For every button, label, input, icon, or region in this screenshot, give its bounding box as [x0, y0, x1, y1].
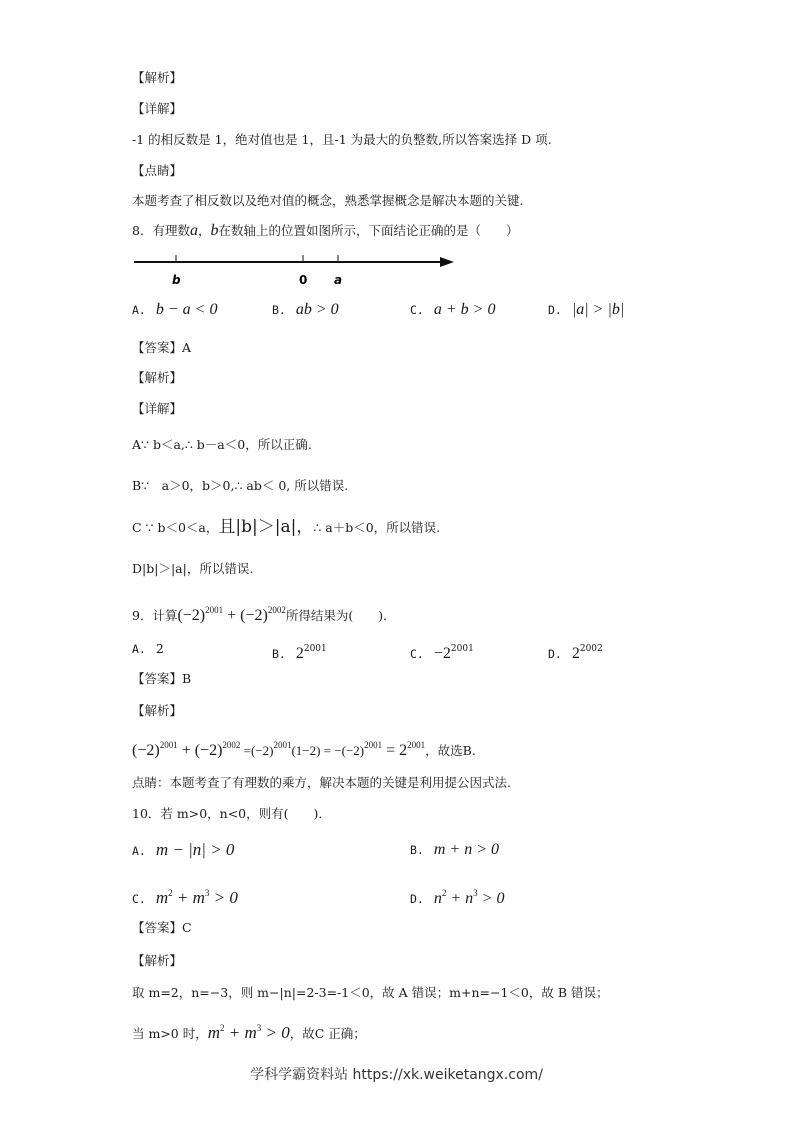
q8-detail-d: D|b|＞|a|，所以错误. [132, 561, 254, 576]
q10-answer: 【答案】C [132, 920, 192, 935]
q7-detail-text: -1 的相反数是 1，绝对值也是 1，且-1 为最大的负整数,所以答案选择 D 项. [132, 132, 552, 147]
q10-option-b: B. m + n > 0 [410, 841, 500, 858]
q9-comment: 点睛：本题考查了有理数的乘方，解决本题的关键是利用提公因式法. [132, 775, 511, 790]
q7-detail-heading: 【详解】 [132, 101, 183, 116]
label-zero: 0 [299, 273, 308, 287]
q10-option-d: D. $n^2 + n^3 > 0$ [410, 888, 505, 907]
q9-answer: 【答案】B [132, 671, 192, 686]
q8-answer: 【答案】A [132, 340, 192, 355]
q8-stem: 8．有理数a，b在数轴上的位置如图所示，下面结论正确的是（ ） [132, 222, 519, 239]
q8-detail-heading: 【详解】 [132, 401, 183, 416]
q9-analysis-heading: 【解析】 [132, 703, 183, 718]
q9-solution: $(-2)^{2001} + (-2)^{2002} =(-2)^{2001}(1-2) = -(-2)^{2001} = 2^{2001}$，故选B. [132, 740, 476, 759]
q9-option-a: A. 2 [132, 641, 164, 656]
q10-analysis-line-2: 当 m>0 时，$m^2 + m^3 > 0$，故C 正确； [132, 1023, 366, 1042]
q8-detail-c: C ∵ b＜0＜a，且|b|＞|a|，∴ a＋b＜0，所以错误. [132, 517, 441, 537]
q10-analysis-line-1: 取 m=2，n=−3，则 m−|n|=2-3=-1＜0，故 A 错误；m+n=−1＜0，故 B 错误； [132, 985, 609, 1000]
q8-option-a: A. b − a < 0 [132, 301, 218, 318]
number-line-arrow-icon [440, 257, 454, 267]
q10-analysis-heading: 【解析】 [132, 953, 183, 968]
label-a: a [334, 273, 343, 287]
q9-option-d: D. $2^{2002}$ [548, 644, 603, 662]
q7-comment-heading: 【点睛】 [132, 163, 183, 178]
q10-stem: 10．若 m>0，n<0，则有( )． [132, 806, 331, 821]
q10-option-c: C. $m^2 + m^3 > 0$ [132, 888, 238, 907]
q10-option-a: A. m − |n| > 0 [132, 840, 235, 859]
q8-number-line [132, 250, 457, 290]
q8-detail-b: B∵ a＞0，b＞0,∴ ab＜ 0, 所以错误. [132, 478, 349, 493]
page-footer-watermark: 学科学霸资料站 https://xk.weiketangx.com/ [250, 1067, 543, 1083]
q8-option-d: D. |a| > |b| [548, 301, 625, 318]
q8-detail-a: A∵ b＜a,∴ b－a＜0，所以正确. [132, 437, 312, 452]
q9-stem: 9．计算$(-2)^{2001} + (-2)^{2002}$所得结果为( )． [132, 605, 396, 624]
q8-analysis-heading: 【解析】 [132, 370, 183, 385]
q7-comment-text: 本题考查了相反数以及绝对值的概念，熟悉掌握概念是解决本题的关键. [132, 193, 524, 208]
q8-option-c: C. a + b > 0 [410, 301, 496, 318]
label-b: b [172, 273, 181, 287]
q7-analysis-heading: 【解析】 [132, 70, 183, 85]
q8-option-b: B. ab > 0 [272, 301, 339, 318]
q9-option-b: B. $2^{2001}$ [272, 644, 327, 662]
q9-option-c: C. $-2^{2001}$ [410, 644, 474, 662]
